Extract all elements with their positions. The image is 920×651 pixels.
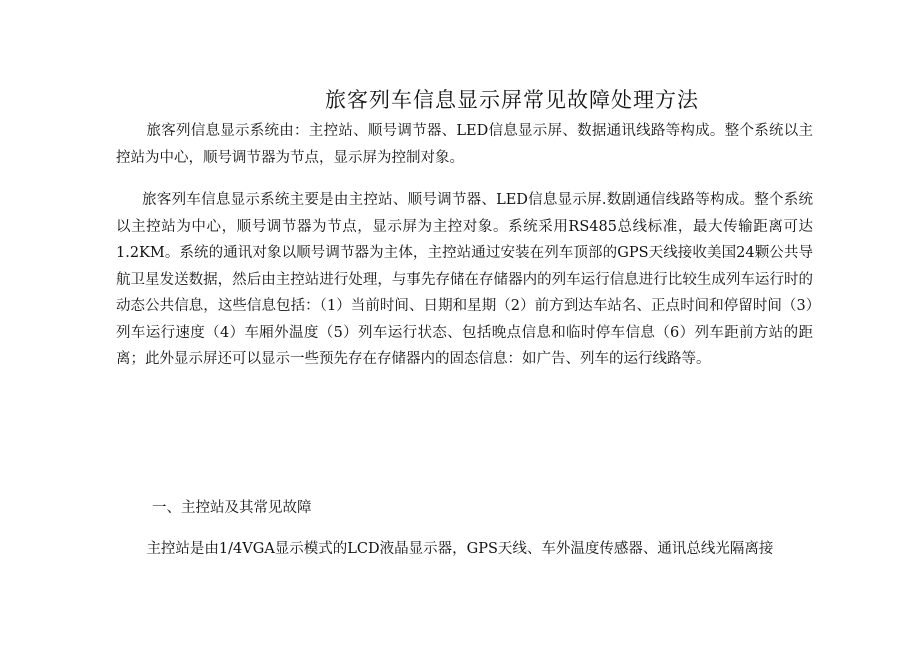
section-paragraph: 主控站是由1/4VGA显示模式的LCD液晶显示器，GPS天线、车外温度传感器、通讯总线光隔离接 <box>146 541 774 557</box>
document-title: 旅客列车信息显示屏常见故障处理方法 <box>325 88 699 112</box>
section-heading: 一、主控站及其常见故障 <box>152 500 312 516</box>
intro-paragraph: 旅客列信息显示系统由：主控站、顺号调节器、LED信息显示屏、数据通讯线路等构成。整个系统以主控站为中心，顺号调节器为节点，显示屏为控制对象。 <box>116 123 813 166</box>
system-description-paragraph: 旅客列车信息显示系统主要是由主控站、顺号调节器、LED信息显示屏.数剧通信线路等构成。整个系统以主控站为中心，顺号调节器为节点，显示屏为主控对象。系统采用RS485总线标准，最大传输距离可达1.2KM。系统的通讯对象以顺号调节器为主体，主控站通过安装在列车顶部的GPS天线接收美国24颗公共导航卫星发送数据，然后由主控站进行处理，与事先存储在存储器内的列车运行信息进行比较生成列车运行时的动态公共信息，这些信息包括：（1）当前时间、日期和星期（2）前方到达车站名、正点时间和停留时间（3）列车运行速度（4）车厢外温度（5）列车运行状态、包括晚点信息和临时停车信息（6）列车距前方站的距离；此外显示屏还可以显示一些预先存在存储器内的固态信息：如广告、列车的运行线路等。 <box>116 192 813 367</box>
